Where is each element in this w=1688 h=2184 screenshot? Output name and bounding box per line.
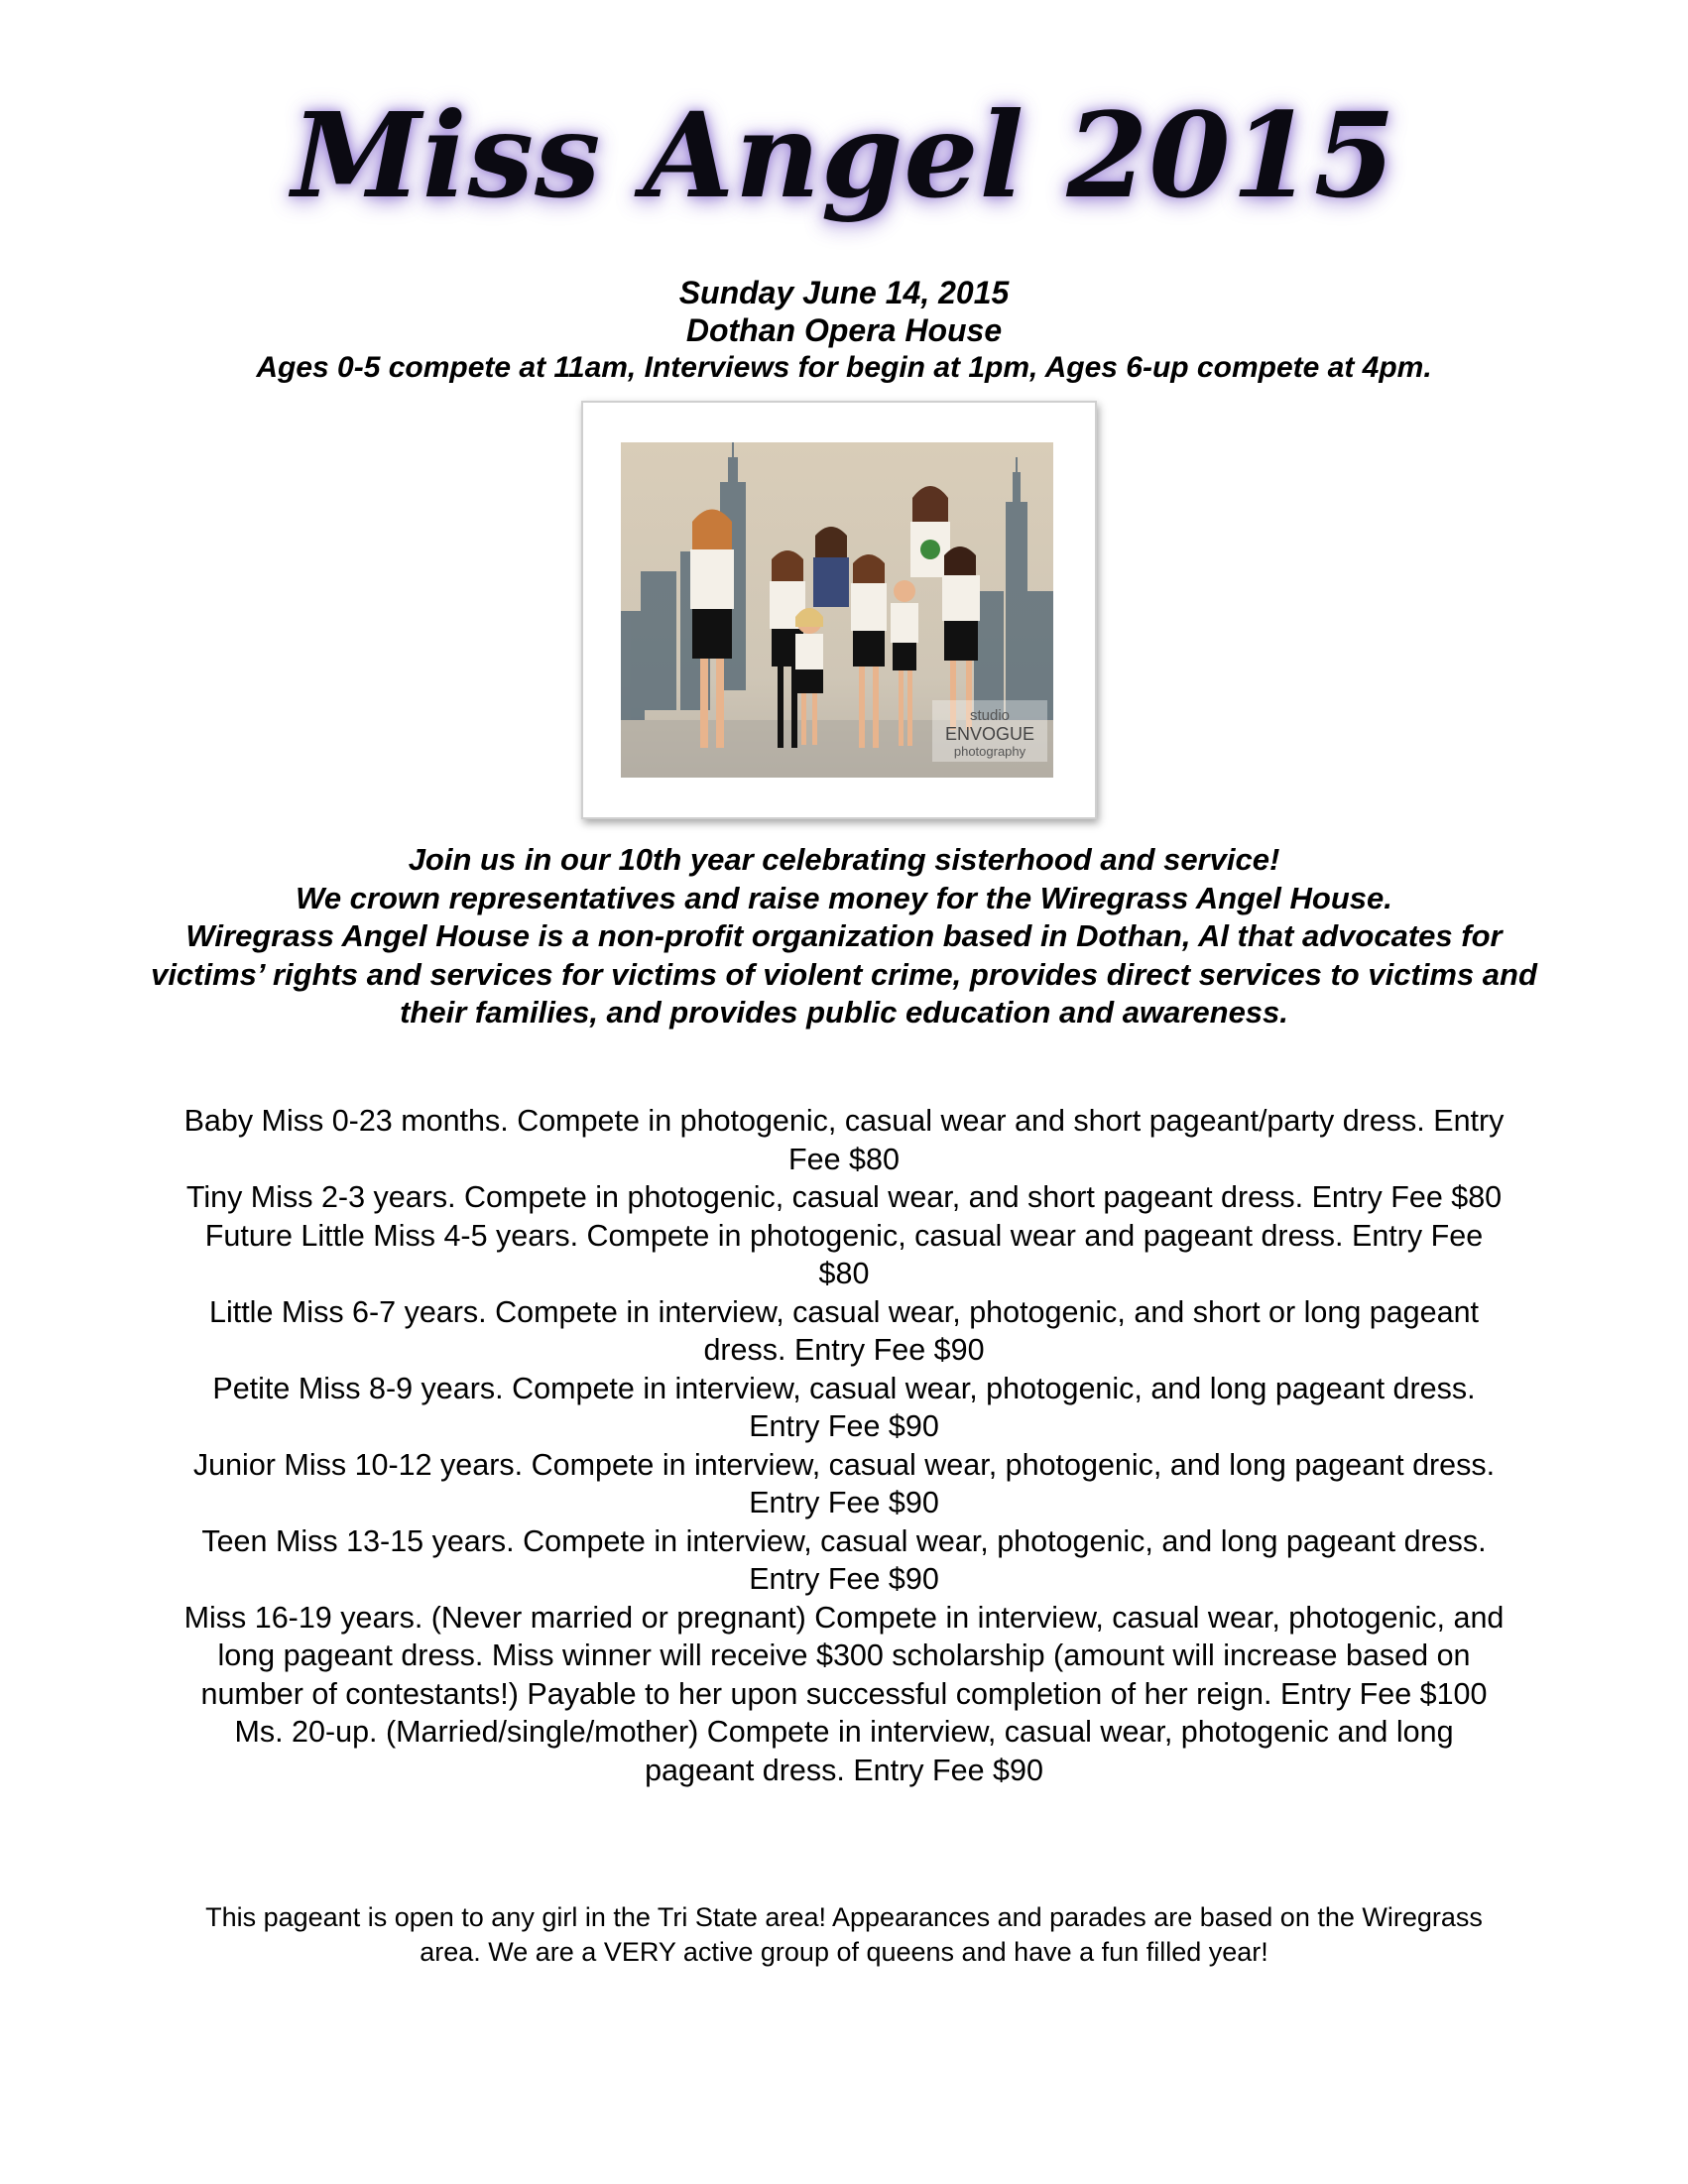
event-info [0, 274, 1688, 387]
category-future-little-miss: Future Little Miss 4-5 years. Compete in photogenic, casual wear and pageant dress. Entry Fee $80 [204, 1218, 1484, 1290]
category-tiny-miss: Tiny Miss 2-3 years. Compete in photogenic, casual wear, and short pageant dress. Entry Fee $80 [185, 1180, 1503, 1214]
watermark-line1: studio [969, 707, 1011, 724]
category-little-miss: Little Miss 6-7 years. Compete in interview, casual wear, photogenic, and short or long pageant dress. Entry Fee $90 [208, 1294, 1480, 1367]
event-date: Sunday June 14, 2015 [678, 275, 1010, 310]
intro-line: Wiregrass Angel House is a non-profit organization based in Dothan, Al that advocates for victims’ rights and services for victims of violent crime, provides direct services to victims and their families, and provides public education and awareness. [151, 918, 1537, 1030]
flyer-title: Miss Angel 2015 [292, 86, 1396, 224]
event-venue: Dothan Opera House [685, 312, 1003, 348]
photo-frame [581, 401, 1097, 819]
watermark-line3: photography [953, 744, 1026, 759]
intro-line: Join us in our 10th year celebrating sisterhood and service! [408, 842, 1280, 877]
category-ms: Ms. 20-up. (Married/single/mother) Compete in interview, casual wear, photogenic and long pageant dress. Entry Fee $90 [234, 1715, 1454, 1787]
studio-watermark [932, 700, 1047, 762]
category-junior-miss: Junior Miss 10-12 years. Compete in interview, casual wear, photogenic, and long pageant dress. Entry Fee $90 [192, 1447, 1496, 1519]
event-schedule: Ages 0-5 compete at 11am, Interviews for begin at 1pm, Ages 6-up compete at 4pm. [256, 351, 1432, 384]
group-photo [621, 442, 1053, 778]
category-petite-miss: Petite Miss 8-9 years. Compete in interview, casual wear, photogenic, and long pageant dress. Entry Fee $90 [212, 1371, 1476, 1443]
watermark-line2: ENVOGUE [944, 724, 1035, 744]
category-baby-miss: Baby Miss 0-23 months. Compete in photogenic, casual wear and short pageant/party dress. Entry Fee $80 [183, 1104, 1505, 1176]
group-photo-illustration [621, 442, 1053, 778]
closing-text: This pageant is open to any girl in the Tri State area! Appearances and parades are based on the Wiregrass area. We are a VERY active group of queens and have a fun filled year! [205, 1902, 1483, 1967]
intro-line: We crown representatives and raise money for the Wiregrass Angel House. [296, 880, 1392, 915]
categories-list [179, 1102, 1509, 1789]
category-miss: Miss 16-19 years. (Never married or pregnant) Compete in interview, casual wear, photogenic, and long pageant dress. Miss winner will receive $300 scholarship (amount will increase based on number of contestants!) Payable to her upon successful completion of her reign. Entry Fee $100 [183, 1600, 1505, 1711]
category-teen-miss: Teen Miss 13-15 years. Compete in interview, casual wear, photogenic, and long pageant dress. Entry Fee $90 [201, 1523, 1487, 1596]
intro-section [149, 841, 1539, 1032]
